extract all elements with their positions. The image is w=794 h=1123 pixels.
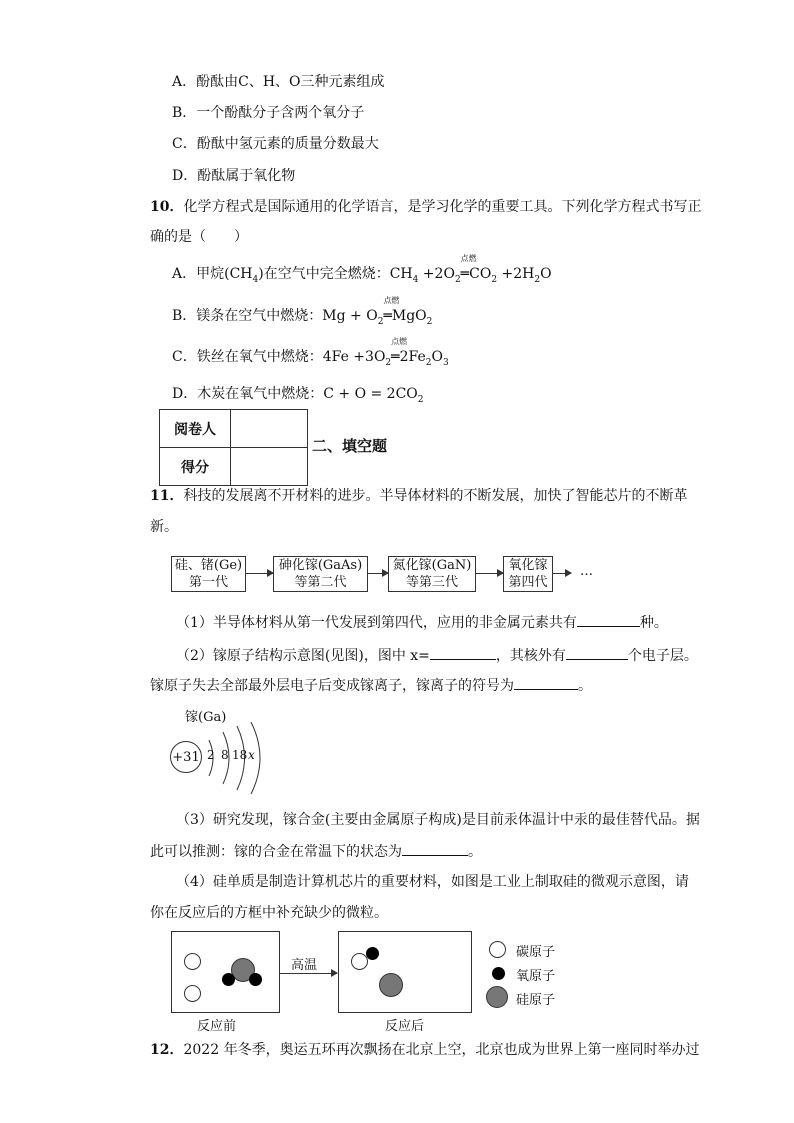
q10-option-c: C．铁丝在氧气中燃烧：$4Fe +3O_2$ 点燃 $═2Fe_2O_3$ (172, 337, 449, 368)
shell-count: 18 (232, 748, 248, 762)
q11-part2-line2: 镓原子失去全部最外层电子后变成镓离子，镓离子的符号为 。 (150, 675, 592, 696)
after-caption: 反应后 (385, 1019, 425, 1034)
q10-option-d: D．木炭在氧气中燃烧：$C + O = 2CO_2$ (172, 386, 424, 405)
shell-count: 2 (207, 748, 215, 762)
q10-number: 10． (150, 199, 184, 215)
legend-silicon: 硅原子 (516, 993, 556, 1008)
q10-option-b: B．镁条在空气中燃烧：$Mg + O_2$ 点燃 ═MgO$_2$ (172, 296, 433, 327)
flow-box-gen1: 硅、锗(Ge) 第一代 (171, 556, 246, 592)
carbon-legend-icon (489, 941, 506, 958)
q11-stem-line1: 11．科技的发展离不开材料的进步。半导体材料的不断发展，加快了智能芯片的不断革 (150, 488, 688, 504)
flow-arrow-icon (553, 573, 571, 574)
answer-blank[interactable] (566, 645, 628, 660)
score-table (159, 409, 308, 486)
before-caption: 反应前 (197, 1019, 237, 1034)
q11-part4-line2: 你在反应后的方框中补充缺少的微粒。 (150, 905, 388, 921)
score-label: 得分 (160, 448, 231, 486)
q9-option-b: B．一个酚酞分子含两个氧分子 (172, 105, 365, 121)
flow-box-gen4: 氧化镓 第四代 (503, 556, 553, 592)
flow-ellipsis: … (580, 564, 593, 579)
flow-box-gen2: 砷化镓(GaAs) 等第二代 (273, 556, 368, 592)
score-value-cell (231, 448, 308, 486)
answer-blank[interactable] (577, 612, 640, 627)
q10-stem-line2: 确的是（ ） (150, 229, 248, 245)
flow-arrow-icon (368, 573, 388, 574)
q12-number: 12． (150, 1042, 184, 1058)
section-title: 二、填空题 (312, 437, 388, 455)
q9-option-c: C．酚酞中氢元素的质量分数最大 (172, 136, 379, 152)
before-reaction-box (171, 931, 280, 1013)
q11-part3-line2: 此可以推测：镓的合金在常温下的状态为 。 (150, 841, 482, 862)
q10-option-a: A．甲烷$(CH_4)$在空气中完全燃烧：$CH_4 +2O_2$ 点燃 $═CO_2 +2H_2O$ (172, 254, 552, 285)
flow-arrow-icon (476, 573, 503, 574)
legend-carbon: 碳原子 (516, 945, 556, 960)
q11-part3-line1: （3）研究发现，镓合金(主要由金属原子构成)是目前汞体温计中汞的最佳替代品。据 (176, 812, 700, 828)
condition-label: 点燃 (391, 337, 408, 346)
q9-option-d: D．酚酞属于氧化物 (172, 168, 296, 184)
q11-number: 11． (150, 488, 184, 504)
answer-blank[interactable] (402, 841, 468, 856)
flow-arrow-icon (246, 573, 273, 574)
oxygen-atom (366, 947, 379, 960)
condition-label: 点燃 (460, 254, 477, 263)
q12-stem: 12．2022 年冬季，奥运五环再次飘扬在北京上空，北京也成为世界上第一座同时举办过 (150, 1042, 700, 1058)
atom-label: 镓(Ga) (185, 710, 227, 725)
q11-part2-line1: （2）镓原子结构示意图(见图)，图中 x= ，其核外有 个电子层。 (176, 645, 698, 666)
answer-blank[interactable] (430, 645, 496, 660)
oxygen-atom (222, 973, 235, 986)
q10-stem-line1: 10．化学方程式是国际通用的化学语言，是学习化学的重要工具。下列化学方程式书写正 (150, 199, 702, 215)
flow-box-gen3: 氮化镓(GaN) 等第三代 (388, 556, 476, 592)
reader-label: 阅卷人 (160, 410, 231, 448)
q11-part4-line1: （4）硅单质是制造计算机芯片的重要材料，如图是工业上制取硅的微观示意图，请 (176, 874, 689, 890)
q9-option-a: A．酚酞由C、H、O三种元素组成 (172, 74, 385, 90)
carbon-atom (184, 953, 201, 970)
legend-oxygen: 氧原子 (516, 969, 556, 984)
shell-count: 8 (221, 748, 229, 762)
oxygen-legend-icon (492, 967, 505, 980)
reader-value-cell (231, 410, 308, 448)
answer-blank[interactable] (514, 675, 578, 690)
reaction-condition: 高温 (291, 958, 318, 973)
oxygen-atom (249, 973, 262, 986)
shell-count: x (248, 748, 255, 762)
carbon-atom (184, 985, 201, 1002)
after-reaction-box[interactable] (338, 931, 472, 1013)
q11-part1: （1）半导体材料从第一代发展到第四代，应用的非金属元素共有 种。 (176, 612, 668, 633)
silicon-atom (379, 973, 403, 997)
silicon-legend-icon (486, 986, 508, 1008)
reaction-arrow-icon (279, 973, 337, 974)
condition-label: 点燃 (383, 296, 400, 305)
q11-stem-line2: 新。 (150, 519, 178, 535)
atom-nucleus: +31 (170, 741, 202, 773)
